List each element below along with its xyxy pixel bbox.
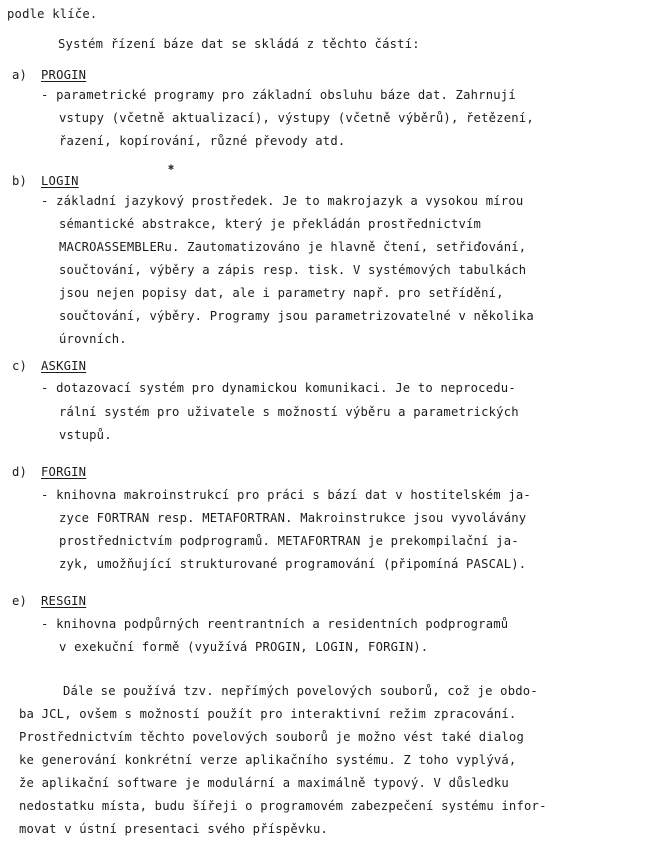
section-a-line-3: řazení, kopírování, různé převody atd. [59,134,346,148]
section-e-title: RESGIN [41,594,87,608]
section-b-line-7: úrovních. [59,332,127,346]
section-e-line-2: v exekuční formě (využívá PROGIN, LOGIN, FORGIN). [59,640,429,654]
intro-line-1: podle klíče. [7,7,98,21]
closing-line-6: nedostatku místa, budu šířeji o programovém zabezpečení systému infor- [19,799,547,813]
section-d-title: FORGIN [41,465,87,479]
section-e-letter: e) [12,594,28,608]
closing-line-2: ba JCL, ovšem s možností použít pro interaktivní režim zpracování. [19,707,517,721]
section-c-title: ASKGIN [41,359,87,373]
section-b-line-3: MACROASSEMBLERu. Zautomatizováno je hlavně čtení, setřiďování, [59,240,527,254]
section-a-line-2: vstupy (včetně aktualizací), výstupy (včetně výběrů), řetězení, [59,111,534,125]
section-b-line-6: součtování, výběry. Programy jsou parametrizovatelné v několika [59,309,534,323]
section-c-line-2: rální systém pro uživatele s možností výběru a parametrických [59,405,519,419]
section-c-letter: c) [12,359,28,373]
section-b-line-1: - základní jazykový prostředek. Je to makrojazyk a vysokou mírou [41,194,524,208]
closing-line-1: Dále se používá tzv. nepřímých povelových souborů, což je obdo- [63,684,538,698]
closing-line-3: Prostřednictvím těchto povelových souborů je možno vést také dialog [19,730,525,744]
stray-mark: ✱ [168,162,175,173]
section-c-line-3: vstupů. [59,428,112,442]
closing-line-4: ke generování konkrétní verze aplikačního systému. Z toho vyplývá, [19,753,517,767]
section-d-letter: d) [12,465,28,479]
section-b-letter: b) [12,174,28,188]
section-e-line-1: - knihovna podpůrných reentrantních a residentních podprogramů [41,617,509,631]
section-a-letter: a) [12,68,28,82]
closing-line-5: že aplikační software je modulární a maximálně typový. V důsledku [19,776,509,790]
section-a-line-1: - parametrické programy pro základní obsluhu báze dat. Zahrnují [41,88,516,102]
section-d-line-2: zyce FORTRAN resp. METAFORTRAN. Makroinstrukce jsou vyvolávány [59,511,527,525]
section-c-line-1: - dotazovací systém pro dynamickou komunikaci. Je to neprocedu- [41,381,516,395]
section-b-line-5: jsou nejen popisy dat, ale i parametry např. pro setřídění, [59,286,504,300]
section-b-line-2: sémantické abstrakce, který je překládán prostřednictvím [59,217,482,231]
section-d-line-4: zyk, umožňující strukturované programování (připomíná PASCAL). [59,557,527,571]
intro-line-2: Systém řízení báze dat se skládá z těchto částí: [58,37,420,51]
closing-line-7: movat v ústní presentaci svého příspěvku. [19,822,329,836]
section-a-title: PROGIN [41,68,87,82]
section-d-line-3: prostřednictvím podprogramů. METAFORTRAN je prekompilační ja- [59,534,519,548]
section-b-line-4: součtování, výběry a zápis resp. tisk. V systémových tabulkách [59,263,527,277]
section-d-line-1: - knihovna makroinstrukcí pro práci s bází dat v hostitelském ja- [41,488,531,502]
section-b-title: LOGIN [41,174,79,188]
